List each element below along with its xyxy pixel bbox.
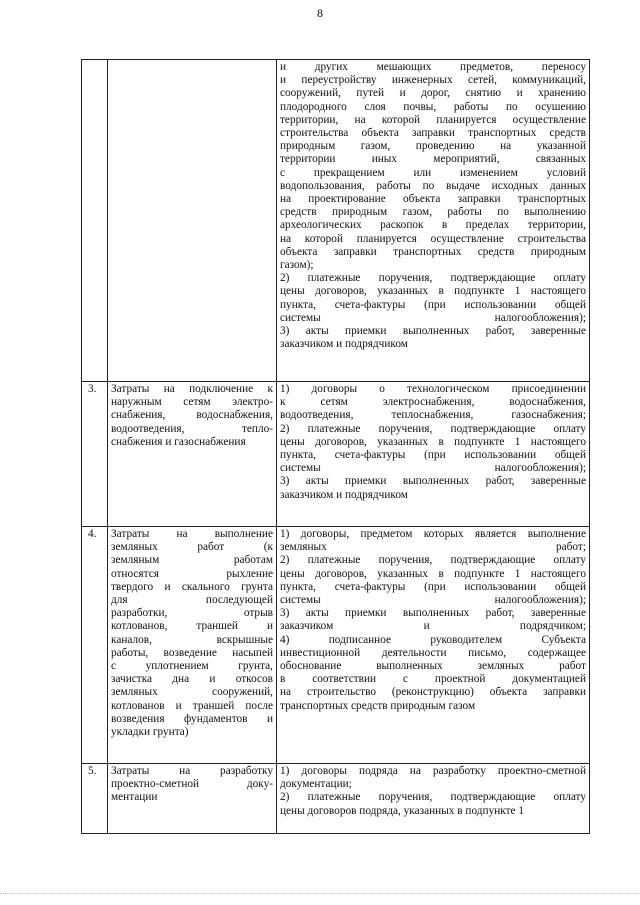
- document-text-line: земляных работ;: [280, 541, 586, 554]
- document-text-line: водоотведения, теплоснабжения, газоснабжения;: [280, 409, 586, 422]
- document-text-line: строительства объекта заправки транспортных средств: [280, 127, 586, 140]
- expense-type-cell: [108, 382, 277, 527]
- expense-documents-table: [81, 59, 590, 834]
- document-text-line: на которой планируется осуществление строительства: [280, 232, 586, 245]
- document-text-line: 1) договоры о технологическом присоединении: [280, 383, 586, 395]
- table-row: [82, 60, 590, 382]
- expense-text-line: Затраты на подключение к: [111, 383, 273, 395]
- expense-text-line: котлованов и траншей после: [111, 699, 273, 712]
- document-text-line: цены договоров, указанных в подпункте 1 настоящего: [280, 435, 586, 448]
- expense-text-line: каналов, вскрышные: [111, 633, 273, 646]
- confirming-documents-cell: [277, 60, 590, 382]
- document-text-line: природным газом, проведению на указанной: [280, 140, 586, 153]
- expense-text-line: наружным сетям электро-: [111, 396, 273, 409]
- expense-text-line: Затраты на выполнение: [111, 528, 273, 540]
- expense-text-line: ментации: [111, 791, 158, 804]
- document-text-line: документации;: [280, 778, 352, 791]
- document-text-line: на строительство (реконструкцию) объекта заправки: [280, 686, 586, 699]
- expense-text-line: с уплотнением грунта,: [111, 660, 273, 673]
- expense-text-line: Затраты на разработку: [111, 765, 273, 777]
- expense-text-line: относятся рыхление: [111, 567, 273, 580]
- document-text-line: цены договоров, указанных в подпункте 1 настоящего: [280, 567, 586, 580]
- document-text-line: пункта, счета-фактуры (при использовании общей: [280, 298, 586, 311]
- table-row: [82, 527, 590, 764]
- document-text-line: системы налогообложения);: [280, 311, 586, 324]
- confirming-documents-cell: [277, 527, 590, 764]
- document-text-line: плодородного слоя почвы, работы по осушению: [280, 100, 586, 113]
- table-row: [82, 382, 590, 527]
- expense-text-line: снабжения и газоснабжения: [111, 435, 246, 448]
- document-text-line: объекта заправки транспортных средств природным: [280, 245, 586, 258]
- document-text-line: территории, на которой планируется осуществление: [280, 113, 586, 126]
- expense-type-cell: [108, 60, 277, 382]
- document-text-line: 1) договоры, предметом которых является выполнение: [280, 528, 586, 540]
- document-text-line: газом);: [280, 259, 314, 272]
- document-text-line: 2) платежные поручения, подтверждающие оплату: [280, 791, 586, 804]
- document-text-line: пункта, счета-фактуры (при использовании общей: [280, 580, 586, 593]
- expense-type-cell: [108, 764, 277, 834]
- document-text-line: водопользования, работы по выдаче исходных данных: [280, 179, 586, 192]
- document-text-line: 2) платежные поручения, подтверждающие оплату: [280, 554, 586, 567]
- expense-text-line: зачистка дна и откосов: [111, 673, 273, 686]
- row-number: [82, 60, 108, 382]
- table-row: [82, 764, 590, 834]
- row-number: 5.: [82, 764, 108, 834]
- document-text-line: цены договоров подряда, указанных в подпункте 1: [280, 804, 525, 817]
- document-text-line: цены договоров, указанных в подпункте 1 настоящего: [280, 285, 586, 298]
- expense-text-line: водоотведения, тепло-: [111, 422, 273, 435]
- document-text-line: 2) платежные поручения, подтверждающие оплату: [280, 422, 586, 435]
- expense-text-line: разработки, отрыв: [111, 607, 273, 620]
- document-text-line: системы налогообложения);: [280, 462, 586, 475]
- scan-edge-line: [0, 893, 640, 895]
- document-text-line: в соответствии с проектной документацией: [280, 673, 586, 686]
- document-text-line: 1) договоры подряда на разработку проектно-сметной: [280, 765, 586, 777]
- expense-text-line: снабжения, водоснабжения,: [111, 409, 273, 422]
- document-text-line: средств природным газом, работы по выполнению: [280, 206, 586, 219]
- document-text-line: с прекращением или изменением условий: [280, 166, 586, 179]
- expense-text-line: для последующей: [111, 594, 273, 607]
- document-text-line: заказчиком и подрядчиком: [280, 338, 408, 351]
- document-text-line: на проектирование объекта заправки транспортных: [280, 193, 586, 206]
- document-text-line: 3) акты приемки выполненных работ, заверенные: [280, 607, 586, 620]
- document-text-line: транспортных средств природным газом: [280, 699, 476, 712]
- document-text-line: археологических раскопок в пределах территории,: [280, 219, 586, 232]
- expense-text-line: укладки грунта): [111, 726, 189, 739]
- page-number: 8: [317, 6, 323, 20]
- row-number: 3.: [82, 382, 108, 527]
- expense-text-line: земляных сооружений,: [111, 686, 273, 699]
- document-text-line: инвестиционной деятельности письмо, содержащее: [280, 646, 586, 659]
- document-text-line: к сетям электроснабжения, водоснабжения,: [280, 396, 586, 409]
- document-text-line: 3) акты приемки выполненных работ, заверенные: [280, 475, 586, 488]
- document-text-line: заказчиком и подрядчиком;: [280, 620, 586, 633]
- expense-text-line: возведения фундаментов и: [111, 712, 273, 725]
- document-text-line: заказчиком и подрядчиком: [280, 488, 408, 501]
- document-text-line: пункта, счета-фактуры (при использовании общей: [280, 449, 586, 462]
- document-text-line: обоснование выполненных земляных работ: [280, 660, 586, 673]
- expense-text-line: котлованов, траншей и: [111, 620, 273, 633]
- document-text-line: и переустройству инженерных сетей, коммуникаций,: [280, 74, 586, 87]
- expense-text-line: работы, возведение насыпей: [111, 646, 273, 659]
- document-text-line: 4) подписанное руководителем Субъекта: [280, 633, 586, 646]
- document-text-line: системы налогообложения);: [280, 594, 586, 607]
- confirming-documents-cell: [277, 382, 590, 527]
- expense-text-line: земляных работ (к: [111, 541, 273, 554]
- row-number: 4.: [82, 527, 108, 764]
- expense-text-line: твердого и скального грунта: [111, 580, 273, 593]
- expense-type-cell: [108, 527, 277, 764]
- document-text-line: 2) платежные поручения, подтверждающие оплату: [280, 272, 586, 285]
- expense-text-line: проектно-сметной доку-: [111, 778, 273, 791]
- document-text-line: и других мешающих предметов, переносу: [280, 61, 586, 73]
- document-text-line: сооружений, путей и дорог, снятию и хранению: [280, 87, 586, 100]
- expense-text-line: земляным работам: [111, 554, 273, 567]
- confirming-documents-cell: [277, 764, 590, 834]
- document-text-line: территории иных мероприятий, связанных: [280, 153, 586, 166]
- document-text-line: 3) акты приемки выполненных работ, заверенные: [280, 325, 586, 338]
